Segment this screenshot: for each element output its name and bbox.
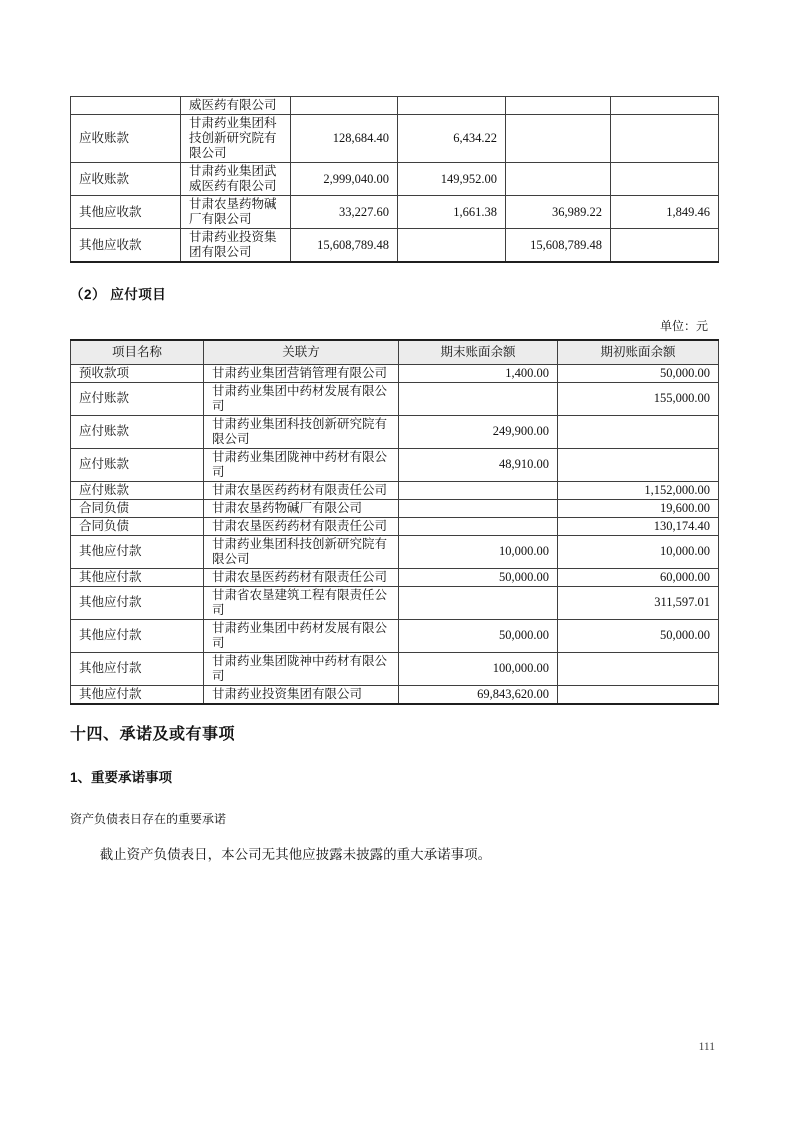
related-party-cell: 甘肃农垦医药药材有限责任公司: [204, 481, 399, 499]
related-party-cell: 甘肃农垦医药药材有限责任公司: [204, 517, 399, 535]
related-party-cell: 甘肃药业集团营销管理有限公司: [204, 364, 399, 382]
related-party-cell: 甘肃药业集团陇神中药材有限公司: [204, 652, 399, 685]
payables-table-row: [71, 364, 719, 382]
amount-cell-3: [506, 115, 611, 163]
receivables-table-row: [71, 163, 719, 196]
related-party-cell: 甘肃药业集团科技创新研究院有限公司: [181, 115, 291, 163]
amount-cell-4: [611, 229, 719, 263]
ending-balance-cell: 50,000.00: [399, 568, 558, 586]
beginning-balance-cell: [558, 448, 719, 481]
payables-header-row: [71, 340, 719, 364]
payables-table-row: [71, 481, 719, 499]
related-party-cell: 甘肃药业集团武威医药有限公司: [181, 163, 291, 196]
related-party-cell: 威医药有限公司: [181, 97, 291, 115]
page-content: [70, 96, 718, 863]
beginning-balance-cell: [558, 685, 719, 704]
payables-table-row: [71, 619, 719, 652]
amount-cell-1: 2,999,040.00: [291, 163, 398, 196]
related-party-cell: 甘肃药业投资集团有限公司: [181, 229, 291, 263]
payables-table-row: [71, 448, 719, 481]
payables-section-heading: （2） 应付项目: [70, 287, 167, 302]
item-name-cell: 其他应收款: [71, 196, 181, 229]
amount-cell-1: [291, 97, 398, 115]
page-number: 111: [698, 1041, 715, 1053]
ending-balance-cell: [399, 586, 558, 619]
amount-cell-4: 1,849.46: [611, 196, 719, 229]
header-item-name: 项目名称: [71, 340, 204, 364]
amount-cell-1: 128,684.40: [291, 115, 398, 163]
commitments-subheading: 1、重要承诺事项: [70, 769, 173, 785]
receivables-table-row: [71, 229, 719, 263]
item-name-cell: 合同负债: [71, 517, 204, 535]
amount-cell-3: 36,989.22: [506, 196, 611, 229]
beginning-balance-cell: 50,000.00: [558, 364, 719, 382]
item-name-cell: 应付账款: [71, 481, 204, 499]
item-name-cell: 应付账款: [71, 448, 204, 481]
receivables-table-row: [71, 115, 719, 163]
item-name-cell: 应付账款: [71, 415, 204, 448]
ending-balance-cell: 69,843,620.00: [399, 685, 558, 704]
beginning-balance-cell: 1,152,000.00: [558, 481, 719, 499]
ending-balance-cell: 1,400.00: [399, 364, 558, 382]
beginning-balance-cell: 60,000.00: [558, 568, 719, 586]
amount-cell-3: [506, 97, 611, 115]
payables-table-row: [71, 568, 719, 586]
amount-cell-2: [398, 97, 506, 115]
ending-balance-cell: 10,000.00: [399, 535, 558, 568]
item-name-cell: 其他应收款: [71, 229, 181, 263]
amount-cell-2: 6,434.22: [398, 115, 506, 163]
amount-cell-1: 33,227.60: [291, 196, 398, 229]
related-party-cell: 甘肃药业集团陇神中药材有限公司: [204, 448, 399, 481]
amount-cell-3: [506, 163, 611, 196]
item-name-cell: 其他应付款: [71, 619, 204, 652]
beginning-balance-cell: 311,597.01: [558, 586, 719, 619]
ending-balance-cell: [399, 517, 558, 535]
payables-table-row: [71, 517, 719, 535]
beginning-balance-cell: 10,000.00: [558, 535, 719, 568]
item-name-cell: [71, 97, 181, 115]
related-party-cell: 甘肃药业集团中药材发展有限公司: [204, 619, 399, 652]
related-party-cell: 甘肃省农垦建筑工程有限责任公司: [204, 586, 399, 619]
amount-cell-4: [611, 115, 719, 163]
receivables-table: [70, 96, 719, 263]
header-beginning-balance: 期初账面余额: [558, 340, 719, 364]
related-party-cell: 甘肃药业集团科技创新研究院有限公司: [204, 535, 399, 568]
related-party-cell: 甘肃药业集团科技创新研究院有限公司: [204, 415, 399, 448]
beginning-balance-cell: [558, 652, 719, 685]
item-name-cell: 其他应付款: [71, 535, 204, 568]
beginning-balance-cell: 19,600.00: [558, 499, 719, 517]
receivables-table-row: [71, 196, 719, 229]
ending-balance-cell: 48,910.00: [399, 448, 558, 481]
amount-cell-2: [398, 229, 506, 263]
amount-cell-3: 15,608,789.48: [506, 229, 611, 263]
unit-note: 单位：元: [659, 319, 708, 333]
header-related-party: 关联方: [204, 340, 399, 364]
payables-table-row: [71, 382, 719, 415]
payables-table-row: [71, 415, 719, 448]
amount-cell-2: 149,952.00: [398, 163, 506, 196]
item-name-cell: 其他应付款: [71, 685, 204, 704]
related-party-cell: 甘肃药业集团中药材发展有限公司: [204, 382, 399, 415]
payables-table-row: [71, 535, 719, 568]
receivables-table-row: [71, 97, 719, 115]
payables-table-row: [71, 586, 719, 619]
amount-cell-4: [611, 163, 719, 196]
ending-balance-cell: 249,900.00: [399, 415, 558, 448]
ending-balance-cell: [399, 382, 558, 415]
payables-table: [70, 339, 719, 705]
beginning-balance-cell: [558, 415, 719, 448]
beginning-balance-cell: 50,000.00: [558, 619, 719, 652]
amount-cell-4: [611, 97, 719, 115]
item-name-cell: 应收账款: [71, 163, 181, 196]
ending-balance-cell: [399, 481, 558, 499]
amount-cell-1: 15,608,789.48: [291, 229, 398, 263]
related-party-cell: 甘肃药业投资集团有限公司: [204, 685, 399, 704]
ending-balance-cell: 100,000.00: [399, 652, 558, 685]
item-name-cell: 其他应付款: [71, 652, 204, 685]
header-ending-balance: 期末账面余额: [399, 340, 558, 364]
item-name-cell: 应付账款: [71, 382, 204, 415]
ending-balance-cell: [399, 499, 558, 517]
related-party-cell: 甘肃农垦医药药材有限责任公司: [204, 568, 399, 586]
payables-table-row: [71, 652, 719, 685]
commitments-paragraph: 截止资产负债表日，本公司无其他应披露未披露的重大承诺事项。: [99, 846, 492, 862]
balance-sheet-commitment-note: 资产负债表日存在的重要承诺: [70, 811, 227, 826]
item-name-cell: 其他应付款: [71, 586, 204, 619]
beginning-balance-cell: 130,174.40: [558, 517, 719, 535]
payables-table-row: [71, 499, 719, 517]
beginning-balance-cell: 155,000.00: [558, 382, 719, 415]
item-name-cell: 预收款项: [71, 364, 204, 382]
commitments-section-heading: 十四、承诺及或有事项: [70, 725, 236, 743]
related-party-cell: 甘肃农垦药物碱厂有限公司: [181, 196, 291, 229]
related-party-cell: 甘肃农垦药物碱厂有限公司: [204, 499, 399, 517]
payables-table-head: [71, 340, 719, 364]
item-name-cell: 应收账款: [71, 115, 181, 163]
receivables-table-body: [71, 97, 719, 263]
item-name-cell: 合同负债: [71, 499, 204, 517]
payables-table-body: [71, 364, 719, 704]
item-name-cell: 其他应付款: [71, 568, 204, 586]
payables-table-row: [71, 685, 719, 704]
amount-cell-2: 1,661.38: [398, 196, 506, 229]
ending-balance-cell: 50,000.00: [399, 619, 558, 652]
